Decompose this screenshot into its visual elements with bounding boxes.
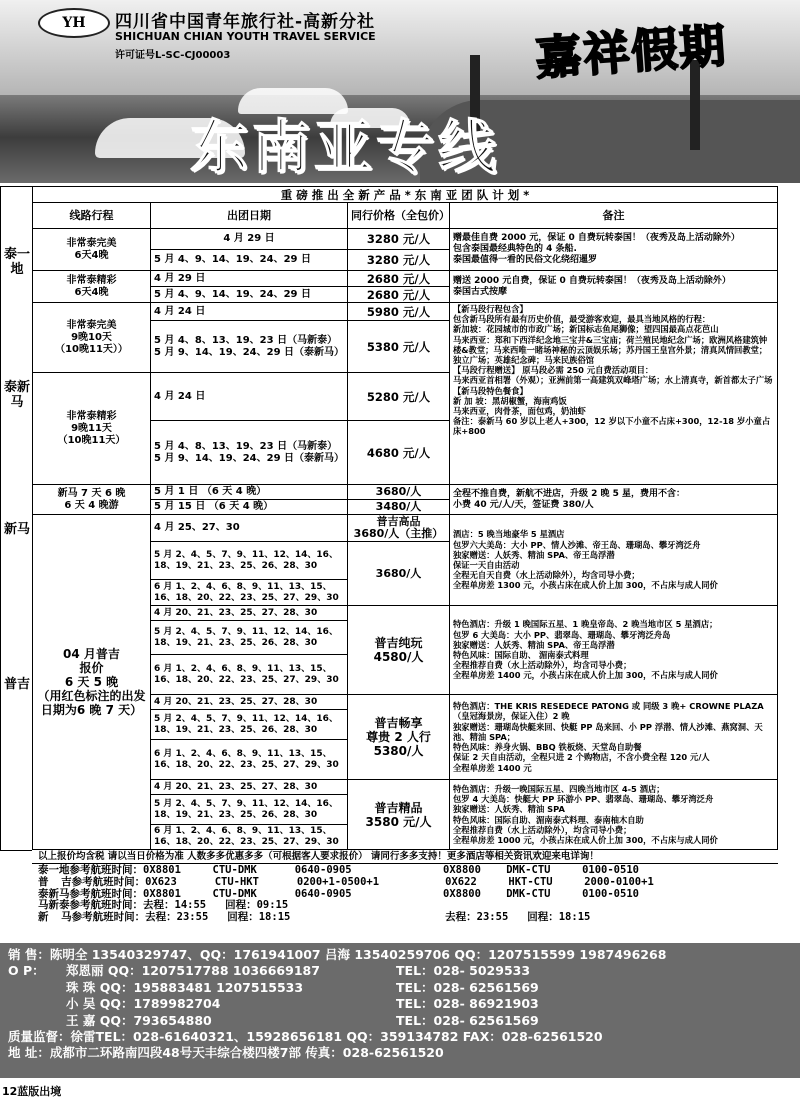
departure-date: 4 月 20、21、23、25、27、28、30 bbox=[151, 695, 348, 710]
price: 3280 元/人 bbox=[348, 250, 450, 271]
departure-date: 6 月 1、2、4、6、8、9、11、13、15、16、18、20、22、23、25、27、29、30 bbox=[151, 580, 348, 606]
price: 3280 元/人 bbox=[348, 229, 450, 250]
col-header-date: 出团日期 bbox=[151, 203, 348, 229]
op-phone: TEL：028- 62561569 bbox=[396, 1012, 539, 1028]
flight-route-label: 泰一地参考航班时间： bbox=[38, 864, 143, 876]
sales-label: 销 售： bbox=[8, 947, 50, 962]
agency-logo: YH bbox=[38, 8, 110, 38]
brand-title: 嘉祥假期 bbox=[533, 18, 729, 86]
table-header bbox=[33, 203, 778, 229]
table-row bbox=[33, 271, 778, 287]
contact-panel bbox=[0, 943, 800, 1078]
op-row bbox=[8, 1013, 792, 1029]
address: 地 址：成都市二环路南四段48号天丰综合楼四楼7部 传真：028-62561520 bbox=[8, 1045, 444, 1061]
route-note: 酒店：5 晚当地豪华 5 星酒店 包罗六大美岛：大小 PP、情人沙滩、帝王岛、珊瑚岛、攀牙湾泛舟 独家赠送：人妖秀、精油 SPA、帝王岛浮潜 保证一天自由活动 全程无自天自费（水上活动除外），均含司导小费； 全程单房差 1300 元，小孩占床在成人价上加 300，不占床与成人同价 bbox=[450, 515, 778, 606]
flight-route-label: 泰新马参考航班时间： bbox=[38, 887, 143, 900]
route-note: 特色酒店：升级 1 晚国际五星、1 晚皇帝岛、2 晚当地市区 5 星酒店； 包罗 6 大美岛：大小 PP、翡翠岛、珊瑚岛、攀牙湾泛舟岛 独家赠送：人妖秀、精油 SPA、帝王岛浮潜 特色风味：国际自助、 湄南泰式料理 全程推荐自费（水上活动除外），均含司导小费； 全程单房差 1400 元，小孩占床在成人价上加 300，不占床与成人同价 bbox=[450, 606, 778, 695]
region-label: 泰新马 bbox=[4, 380, 31, 410]
departure-date: 4 月 20、21、23、25、27、28、30 bbox=[151, 780, 348, 795]
departure-date: 6 月 1、2、4、6、8、9、11、13、15、16、18、20、22、23、25、27、29、30 bbox=[151, 740, 348, 780]
departure-date: 5 月 4、9、14、19、24、29 日 bbox=[151, 250, 348, 271]
flight-route-label: 新 马参考航班时间： bbox=[38, 911, 146, 924]
departure-date: 5 月 4、8、13、19、23 日（马新泰） 5 月 9、14、19、24、29 日（泰新马） bbox=[151, 421, 348, 485]
table-row bbox=[33, 485, 778, 500]
price: 3480/人 bbox=[348, 500, 450, 515]
flight-route-label: 普 吉参考航班时间： bbox=[38, 875, 146, 888]
departure-date: 5 月 2、4、5、7、9、11、12、14、16、18、19、21、23、25、26、28、30 bbox=[151, 795, 348, 825]
flight-outbound: 0X623 CTU-HKT 0200+1-0500+1 bbox=[145, 875, 380, 888]
route-name: 非常泰完美 6天4晚 bbox=[33, 229, 151, 271]
price: 普吉纯玩 4580/人 bbox=[348, 606, 450, 695]
route-note: 特色酒店：THE KRIS RESEDECE PATONG 或 同级 3 晚+ CROWNE PLAZA（皇冠海景房，保证入住）2 晚 独家赠送：珊瑚岛快艇来回、快艇 PP 岛来回、小 PP 浮潜、情人沙滩、燕窝洞、天池、精油 SPA； 特色风味：养身火锅、BBQ 铁板烧、天堂岛自助餐 保证 2 天自由活动，全程只进 2 个购物店，不含小费全程 120 元/人 全程单房差 1400 元 bbox=[450, 695, 778, 780]
page-footer: 12蓝版出境 bbox=[2, 1085, 62, 1098]
price-table bbox=[32, 186, 778, 850]
departure-date: 5 月 2、4、5、7、9、11、12、14、16、18、19、21、23、25、26、28、30 bbox=[151, 621, 348, 655]
flight-return: 0X8800 DMK-CTU 0100-0510 bbox=[443, 887, 639, 900]
agency-name-en: SHICHUAN CHIAN YOUTH TRAVEL SERVICE bbox=[115, 30, 376, 43]
op-row bbox=[8, 980, 792, 996]
flight-return: 0X622 HKT-CTU 2000-0100+1 bbox=[445, 875, 654, 888]
op-contact: 郑恩丽 QQ：1207517788 1036669187 bbox=[66, 963, 320, 979]
route-name: 非常泰精彩 6天4晚 bbox=[33, 271, 151, 303]
op-row bbox=[8, 963, 792, 979]
flight-outbound: 0X8801 CTU-DMK 0640-0905 bbox=[143, 887, 352, 900]
agency-name: 四川省中国青年旅行社-高新分社 bbox=[115, 12, 376, 32]
route-note: 【新马段行程包含】 包含新马段所有最有历史价值，最受游客欢迎，最具当地风格的行程： 新加坡：花园城市的市政广场；新国标志鱼尾狮像；望四国最高点花芭山 马来西亚：郑和下西洋纪念地三宝井&三宝庙；荷兰殖民地纪念广场；欧洲风格建筑钟楼&教堂；马来西唯一睹场神秘的云顶娱乐场；苏丹国王皇宫外景；清真风情回教堂；独立广场；英雄纪念碑；马来民族俗馆 【马段行程赠送】 原马段必需 250 元自费活动项目： 马来西亚首相署（外观）；亚洲前第一高建筑双峰塔广场；水上清真寺，新首都太子广场 【新马段特色餐食】 新 加 坡：黑胡椒蟹，海南鸡饭 马来西亚，肉骨茶，面包鸡，奶油虾 备注：泰新马 60 岁以上老人+300，12 岁以下小童不占床+300，12-18 岁小童占床+800 bbox=[450, 303, 778, 485]
price: 2680 元/人 bbox=[348, 287, 450, 303]
col-header-price: 同行价格（全包价） bbox=[348, 203, 450, 229]
price: 5380 元/人 bbox=[348, 321, 450, 373]
license-number: 许可证号L-SC-CJ00003 bbox=[115, 50, 231, 61]
price-notice: 以上报价均含税 请以当日价格为准 人数多多优惠多多（可根据客人要求报价） 请同行多多支持！更多酒店等相关资讯欢迎来电详询！ bbox=[32, 851, 778, 864]
route-note: 全程不推自费，新航不进店，升级 2 晚 5 星，费用不含： 小费 40 元/人/天，签证费 380/人 bbox=[450, 485, 778, 515]
flight-outbound: 去程：23:55 回程：18:15 bbox=[145, 911, 291, 924]
op-label: O P： bbox=[8, 963, 45, 979]
quality-supervision: 质量监督：徐雷TEL：028-61640321、15928656181 QQ：359134782 FAX：028-62561520 bbox=[8, 1029, 603, 1045]
route-name: 非常泰精彩 9晚11天 （10晚11天） bbox=[33, 373, 151, 485]
col-header-route: 线路行程 bbox=[33, 203, 151, 229]
price: 普吉高品 3680/人（主推） bbox=[348, 515, 450, 542]
route-name: 非常泰完美 9晚10天 （10晚11天）） bbox=[33, 303, 151, 373]
route-note: 特色酒店：升级一晚国际五星、四晚当地市区 4-5 酒店； 包罗 4 大美岛：快艇大 PP 环游小 PP、翡翠岛、珊瑚岛、攀牙湾泛舟 独家赠送：人妖秀、精油 SPA 特色风味：国际自助、湄南泰式料理、泰南柚木自助 全程推荐自费（水上活动除外），均含司导小费； 全程单房差 1000 元，小孩占床在成人价上加 300，不占床与成人同价 bbox=[450, 780, 778, 850]
region-label: 泰一地 bbox=[4, 247, 31, 277]
flight-route-label: 马新泰参考航班时间： bbox=[38, 899, 143, 912]
flight-return: 0X8800 DMK-CTU 0100-0510 bbox=[443, 864, 639, 876]
op-contact: 珠 珠 QQ：195883481 1207515533 bbox=[66, 979, 304, 995]
table-row bbox=[33, 229, 778, 250]
departure-date: 5 月 4、8、13、19、23 日（马新泰） 5 月 9、14、19、24、29 日（泰新马） bbox=[151, 321, 348, 373]
departure-date: 4 月 29 日 bbox=[151, 229, 348, 250]
route-name: 新马 7 天 6 晚 6 天 4 晚游 bbox=[33, 485, 151, 515]
route-name: 04 月普吉 报价 6 天 5 晚 （用红色标注的出发日期为6 晚 7 天） bbox=[33, 515, 151, 850]
op-phone: TEL：028- 86921903 bbox=[396, 996, 539, 1012]
route-note: 赠最佳自费 2000 元，保证 0 自费玩转泰国！（夜秀及岛上活动除外） 包含泰国最经典特色的 4 条船. 泰国最值得一看的民俗文化绕绍暹罗 bbox=[450, 229, 778, 271]
flight-outbound: 去程：14:55 回程：09:15 bbox=[143, 899, 289, 912]
departure-date: 4 月 20、21、23、25、27、28、30 bbox=[151, 606, 348, 621]
departure-date: 5 月 15 日 （6 天 4 晚） bbox=[151, 500, 348, 515]
departure-date: 5 月 4、9、14、19、24、29 日 bbox=[151, 287, 348, 303]
departure-date: 5 月 1 日 （6 天 4 晚） bbox=[151, 485, 348, 500]
op-phone: TEL：028- 5029533 bbox=[396, 963, 531, 979]
table-row bbox=[33, 303, 778, 321]
flight-row bbox=[38, 912, 778, 924]
col-header-note: 备注 bbox=[450, 203, 778, 229]
region-label: 新马 bbox=[4, 522, 31, 537]
route-note: 赠送 2000 元自费，保证 0 自费玩转泰国！（夜秀及岛上活动除外） 泰国古式按摩 bbox=[450, 271, 778, 303]
page-title: 东南亚专线 bbox=[190, 113, 501, 181]
table-row bbox=[33, 515, 778, 542]
price: 3680/人 bbox=[348, 485, 450, 500]
region-column bbox=[0, 186, 32, 851]
flight-row bbox=[38, 877, 778, 889]
price: 5280 元/人 bbox=[348, 373, 450, 421]
flight-outbound: 0X8801 CTU-DMK 0640-0905 bbox=[143, 864, 352, 876]
price: 4680 元/人 bbox=[348, 421, 450, 485]
departure-date: 4 月 24 日 bbox=[151, 373, 348, 421]
departure-date: 4 月 25、27、30 bbox=[151, 515, 348, 542]
departure-date: 6 月 1、2、4、6、8、9、11、13、15、16、18、20、22、23、25、27、29、30 bbox=[151, 655, 348, 695]
price: 普吉精品 3580 元/人 bbox=[348, 780, 450, 850]
flight-schedule bbox=[38, 865, 778, 924]
price: 普吉畅享 尊贵 2 人行 5380/人 bbox=[348, 695, 450, 780]
departure-date: 4 月 29 日 bbox=[151, 271, 348, 287]
region-label: 普吉 bbox=[4, 677, 31, 692]
op-row bbox=[8, 996, 792, 1012]
table-banner: 重 磅 推 出 全 新 产 品 * 东 南 亚 团 队 计 划 * bbox=[33, 187, 778, 203]
op-contact: 小 吴 QQ：1789982704 bbox=[66, 996, 221, 1012]
price: 5980 元/人 bbox=[348, 303, 450, 321]
departure-date: 5 月 2、4、5、7、9、11、12、14、16、18、19、21、23、25、26、28、30 bbox=[151, 542, 348, 580]
departure-date: 5 月 2、4、5、7、9、11、12、14、16、18、19、21、23、25、26、28、30 bbox=[151, 710, 348, 740]
op-contact: 王 嘉 QQ：793654880 bbox=[66, 1012, 212, 1028]
price: 3680/人 bbox=[348, 542, 450, 606]
header-banner bbox=[0, 0, 800, 183]
departure-date: 6 月 1、2、4、6、8、9、11、13、15、16、18、20、22、23、25、27、29、30 bbox=[151, 825, 348, 850]
departure-date: 4 月 24 日 bbox=[151, 303, 348, 321]
sales-row bbox=[8, 947, 792, 963]
price: 2680 元/人 bbox=[348, 271, 450, 287]
sales-contact: 陈明全 13540329747、QQ：1761941007 吕海 13540259706 QQ：1207515599 1987496268 bbox=[49, 947, 667, 962]
flight-return: 去程：23:55 回程：18:15 bbox=[445, 911, 591, 924]
op-phone: TEL：028- 62561569 bbox=[396, 979, 539, 995]
